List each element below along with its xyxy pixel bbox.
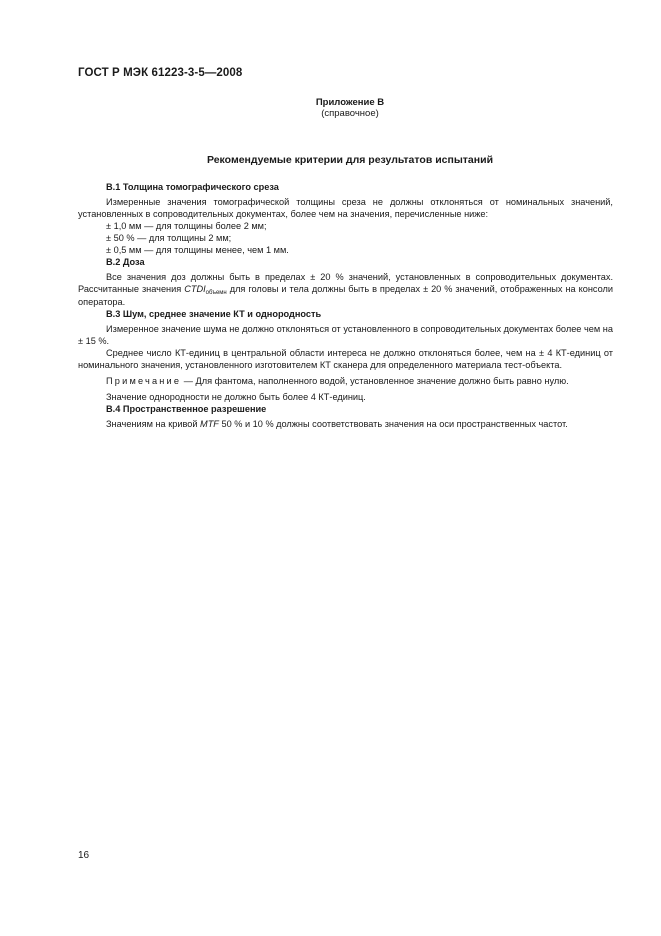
page-title: Рекомендуемые критерии для результатов испытаний: [206, 154, 494, 166]
list-item: ± 0,5 мм — для толщины менее, чем 1 мм.: [106, 244, 289, 255]
ctdi-term: CTDI: [184, 283, 206, 294]
section-heading-b4: В.4 Пространственное разрешение: [106, 404, 267, 415]
note: [78, 376, 613, 388]
paragraph-b2-part2: для головы и тела должны быть в пределах ± 20 % значений, отображенных на консоли оператора.: [78, 283, 614, 308]
annex-block: [0, 97, 661, 120]
paragraph-b4-part2: 50 % и 10 % должны соответствовать значения на оси пространственных частот.: [218, 419, 568, 429]
list-item: ± 50 % — для толщины 2 мм;: [106, 232, 232, 243]
annex-title: Приложение В: [315, 97, 385, 108]
note-label: Примечание: [106, 376, 182, 387]
section-heading-b1: В.1 Толщина томографического среза: [106, 182, 279, 192]
paragraph-b4: [78, 419, 613, 431]
mtf-term: MTF: [200, 419, 219, 429]
paragraph-b2-part1: Все значения доз должны быть в пределах ± 20 % значений, установленных в сопроводительных документах. Рассчитанные значения: [78, 271, 613, 294]
paragraph-b3-ct-number: Среднее число КТ-единиц в центральной области интереса не должно отклоняться более, чем на ± 4 КТ-единиц от номинального значения, установленного изготовителем КТ сканера для определенного материала тест-объекта.: [78, 348, 613, 371]
note-text: — Для фантома, наполненного водой, установленное значение должно быть равно нулю.: [181, 376, 569, 387]
page-number: 16: [78, 850, 90, 861]
section-heading-b3: В.3 Шум, среднее значение КТ и однородность: [106, 309, 322, 320]
paragraph-b3-uniformity: Значение однородности не должно быть более 4 КТ-единиц.: [106, 392, 366, 403]
standard-header: ГОСТ Р МЭК 61223-3-5—2008: [78, 67, 243, 79]
section-heading-b2: В.2 Доза: [106, 256, 145, 267]
paragraph-b2: [78, 272, 613, 310]
ctdi-subscript: объемн: [205, 289, 227, 296]
paragraph-b4-part1: Значениям на кривой: [106, 419, 201, 429]
paragraph-b3-noise: Измеренное значение шума не должно отклоняться от установленного в сопроводительных документах более чем на ± 15 %.: [78, 324, 613, 347]
list-item: ± 1,0 мм — для толщины более 2 мм;: [106, 220, 267, 231]
document-body: [78, 182, 613, 431]
annex-status: (справочное): [321, 108, 379, 120]
paragraph-b1: Измеренные значения томографической толщины среза не должны отклоняться от номинальных значений, установленных в сопроводительных документах, более чем на значения, перечисленные ниже:: [78, 196, 613, 219]
